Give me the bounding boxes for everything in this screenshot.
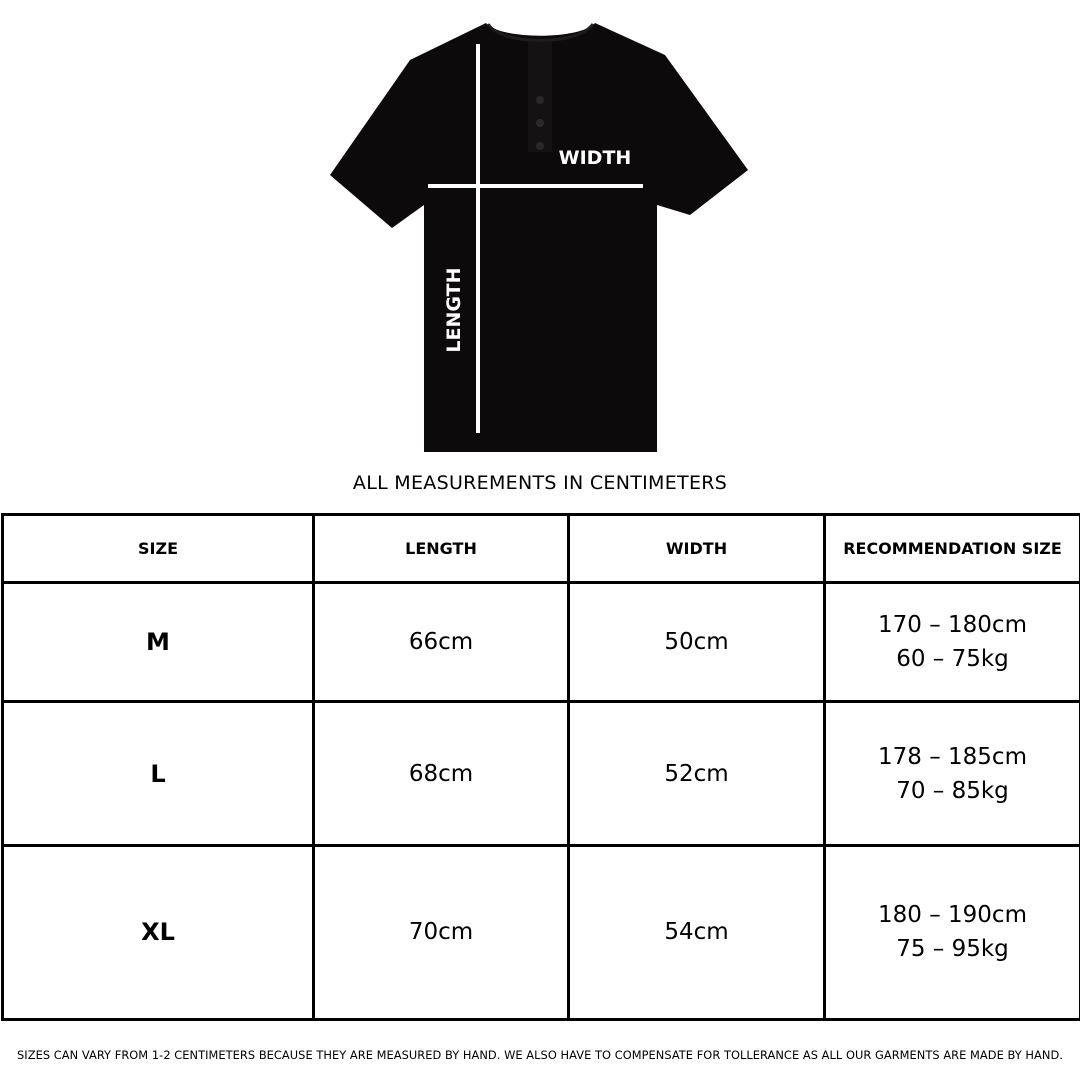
table-row [3, 582, 1080, 701]
tshirt-figure [0, 0, 1080, 470]
recommended-weight: 75 – 95kg [896, 936, 1009, 963]
recommendation-cell [825, 582, 1080, 701]
width-cell: 52cm [569, 702, 825, 846]
width-cell: 54cm [569, 845, 825, 1019]
length-label: LENGTH [443, 267, 465, 353]
length-cell: 66cm [314, 582, 569, 701]
recommendation-cell [825, 702, 1080, 846]
header-width: WIDTH [569, 515, 825, 583]
length-line [476, 44, 480, 433]
size-cell: M [3, 582, 314, 701]
measurements-note: ALL MEASUREMENTS IN CENTIMETERS [352, 472, 728, 494]
size-cell: L [3, 702, 314, 846]
recommended-height: 178 – 185cm [878, 743, 1027, 770]
length-cell: 68cm [314, 702, 569, 846]
header-recommendation-size: RECOMMENDATION SIZE [825, 515, 1080, 583]
width-line [428, 184, 643, 188]
size-cell: XL [3, 845, 314, 1019]
table-header-row [3, 515, 1080, 583]
width-cell: 50cm [569, 582, 825, 701]
recommendation-cell [825, 845, 1080, 1019]
table-row [3, 845, 1080, 1019]
button-2-icon [536, 119, 544, 127]
width-label: WIDTH [558, 147, 632, 169]
button-3-icon [536, 142, 544, 150]
recommended-weight: 60 – 75kg [896, 646, 1009, 672]
header-size: SIZE [3, 515, 314, 583]
footnote: SIZES CAN VARY FROM 1-2 CENTIMETERS BECAUSE THEY ARE MEASURED BY HAND. WE ALSO HAVE TO COMPENSATE FOR TOLLERANCE AS ALL OUR GARMENTS ARE MADE BY HAND. [17, 1048, 1063, 1062]
button-1-icon [536, 96, 544, 104]
size-chart-table [1, 513, 1080, 1021]
tshirt-illustration [0, 0, 1080, 470]
recommended-weight: 70 – 85kg [896, 777, 1009, 804]
recommended-height: 180 – 190cm [878, 902, 1027, 929]
length-cell: 70cm [314, 845, 569, 1019]
header-length: LENGTH [314, 515, 569, 583]
recommended-height: 170 – 180cm [878, 612, 1027, 638]
table-row [3, 702, 1080, 846]
